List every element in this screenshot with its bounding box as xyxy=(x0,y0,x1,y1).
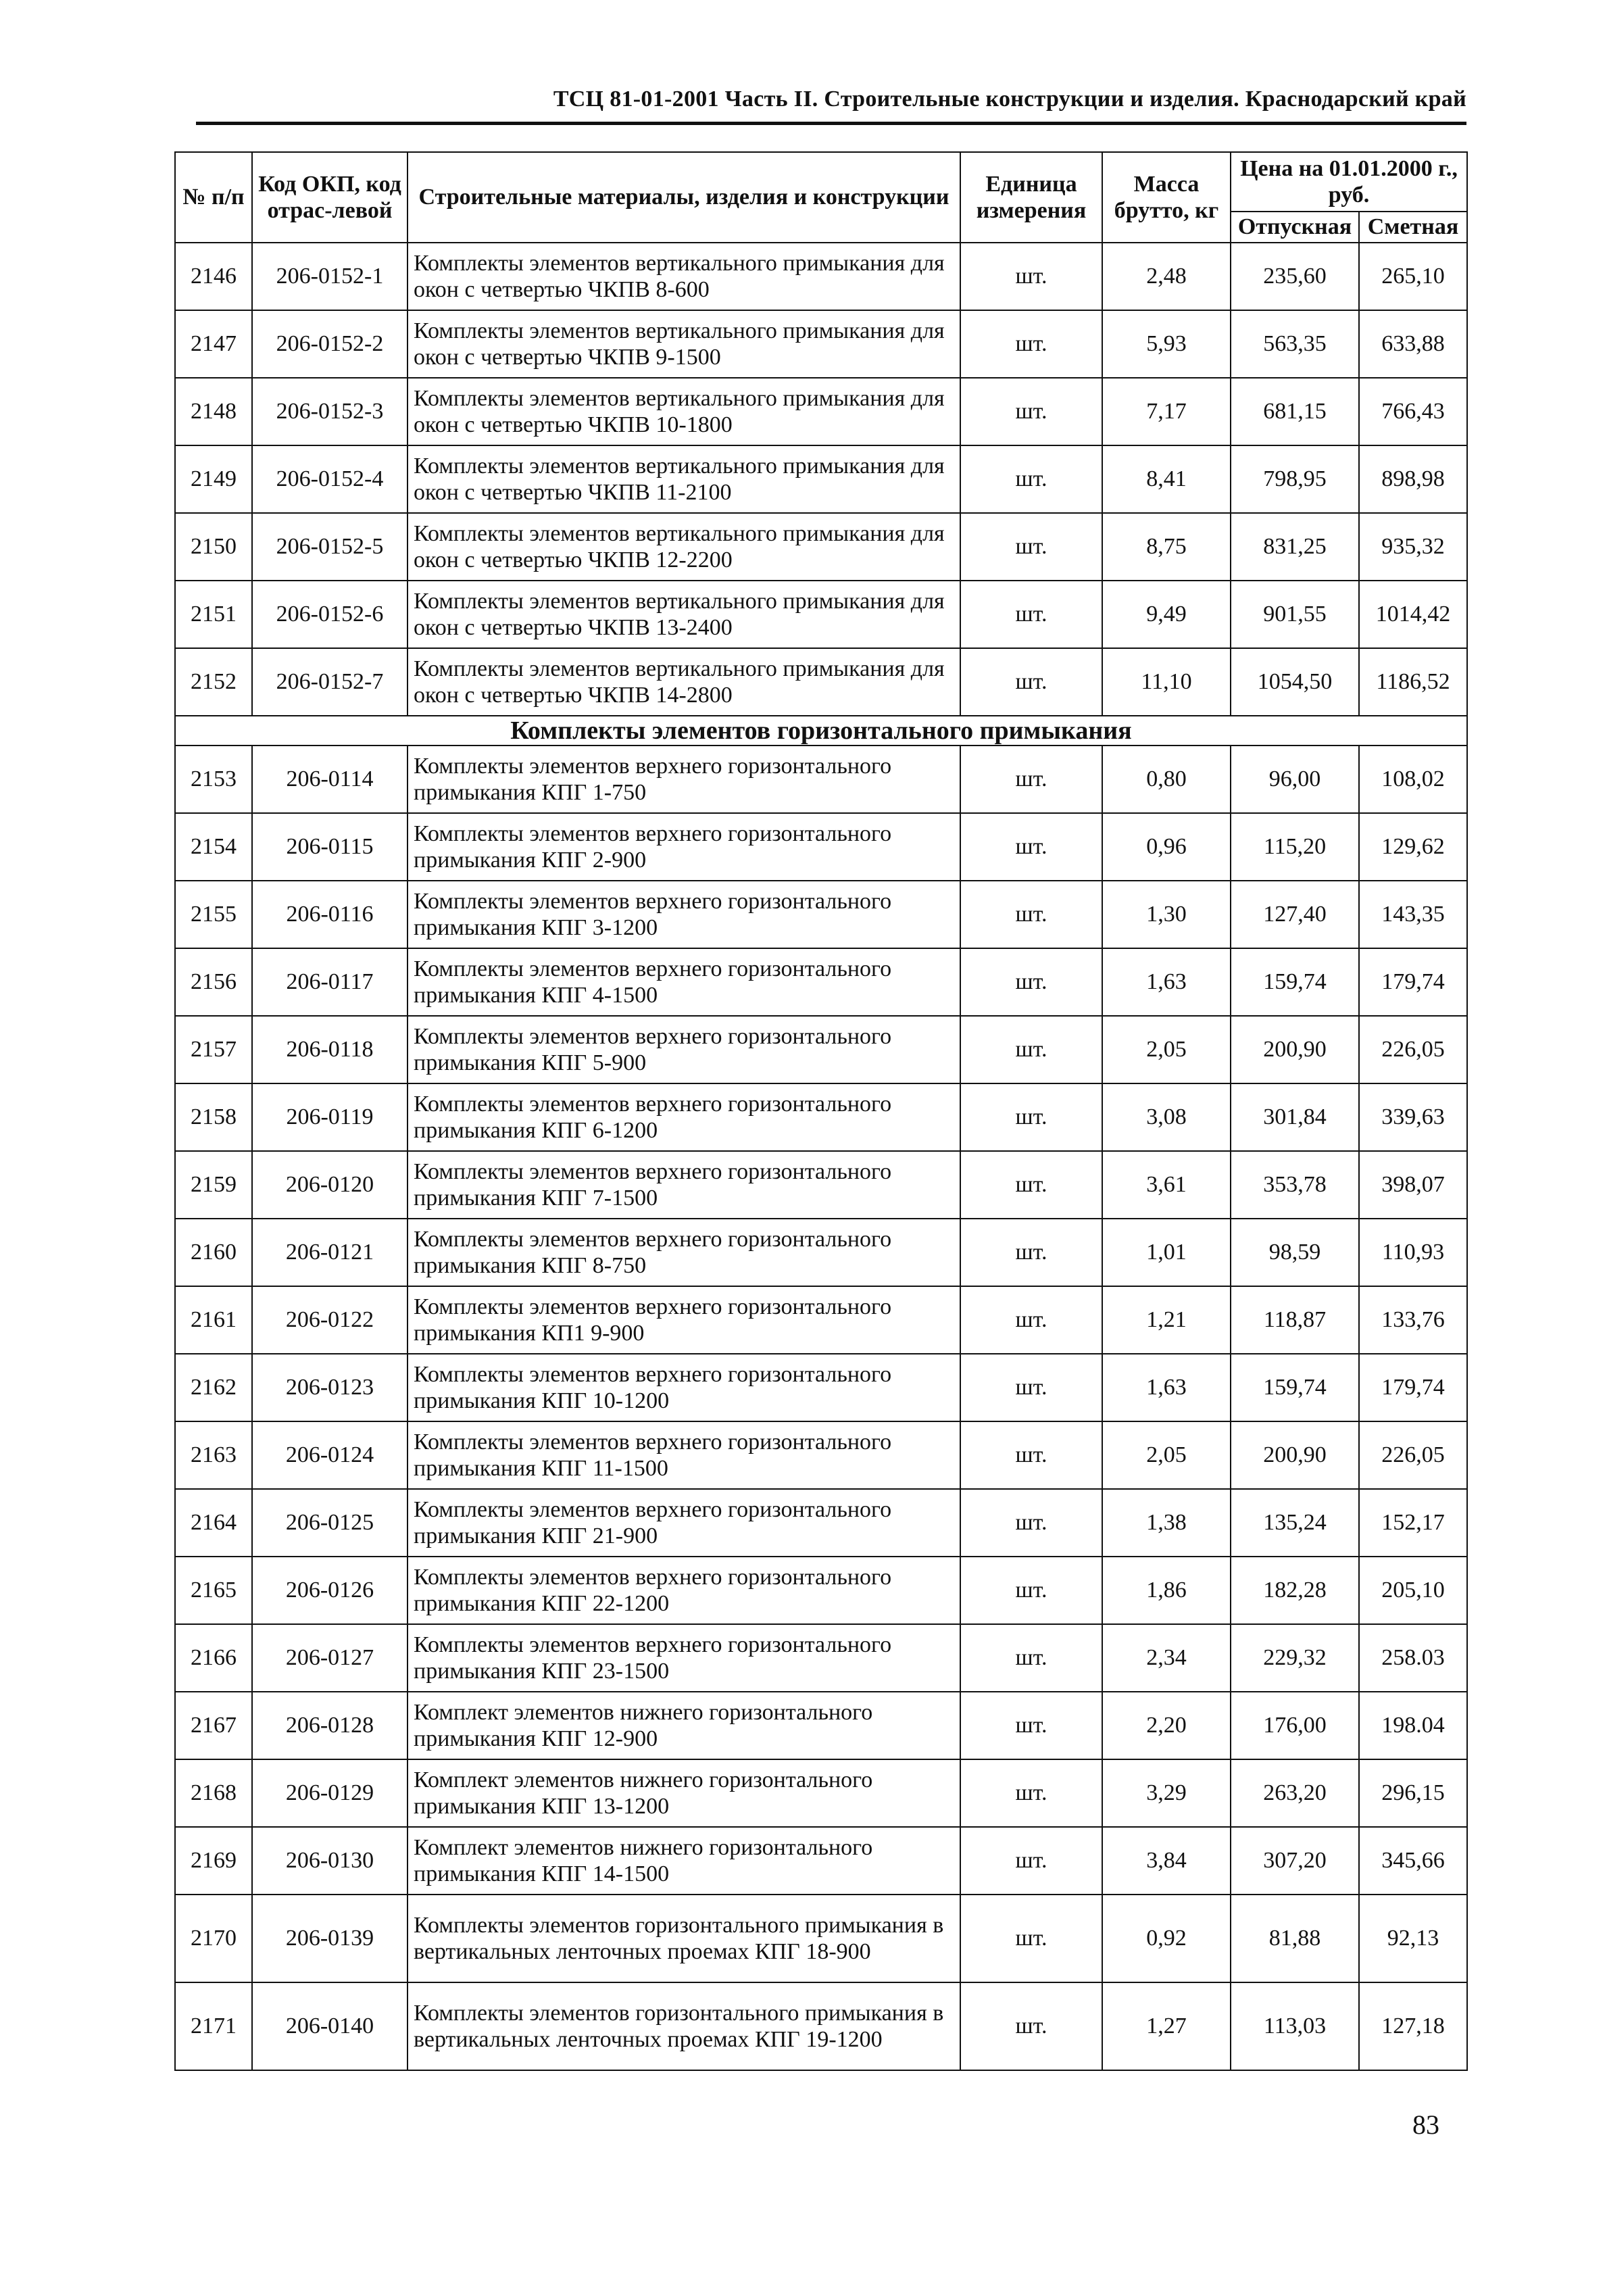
cell-code: 206-0121 xyxy=(252,1219,408,1286)
cell-mass: 8,75 xyxy=(1102,513,1231,581)
cell-mass: 1,63 xyxy=(1102,1354,1231,1421)
cell-num: 2151 xyxy=(175,581,252,648)
cell-name: Комплекты элементов верхнего горизонтального примыкания КП1 9-900 xyxy=(408,1286,960,1354)
cell-num: 2149 xyxy=(175,445,252,513)
cell-price-release: 307,20 xyxy=(1231,1827,1359,1895)
cell-code: 206-0152-7 xyxy=(252,648,408,716)
table-section xyxy=(175,716,1467,746)
cell-num: 2154 xyxy=(175,813,252,881)
cell-num: 2156 xyxy=(175,948,252,1016)
cell-mass: 11,10 xyxy=(1102,648,1231,716)
cell-name: Комплекты элементов горизонтального примыкания в вертикальных ленточных проемах КПГ 18-900 xyxy=(408,1895,960,1982)
cell-num: 2165 xyxy=(175,1557,252,1624)
cell-code: 206-0115 xyxy=(252,813,408,881)
cell-price-estimate: 198.04 xyxy=(1359,1692,1467,1759)
cell-unit: шт. xyxy=(960,1692,1102,1759)
cell-code: 206-0124 xyxy=(252,1421,408,1489)
cell-price-estimate: 1014,42 xyxy=(1359,581,1467,648)
cell-price-estimate: 179,74 xyxy=(1359,948,1467,1016)
cell-num: 2166 xyxy=(175,1624,252,1692)
cell-price-estimate: 339,63 xyxy=(1359,1083,1467,1151)
cell-mass: 3,61 xyxy=(1102,1151,1231,1219)
cell-mass: 1,38 xyxy=(1102,1489,1231,1557)
page-header-title: ТСЦ 81-01-2001 Часть II. Строительные конструкции и изделия. Краснодарский край xyxy=(553,87,1466,112)
cell-code: 206-0125 xyxy=(252,1489,408,1557)
column-header-mass: Масса брутто, кг xyxy=(1102,152,1231,243)
cell-code: 206-0123 xyxy=(252,1354,408,1421)
cell-mass: 3,84 xyxy=(1102,1827,1231,1895)
cell-price-release: 98,59 xyxy=(1231,1219,1359,1286)
cell-price-estimate: 226,05 xyxy=(1359,1016,1467,1083)
cell-price-release: 235,60 xyxy=(1231,243,1359,310)
table-row xyxy=(175,1151,1467,1219)
cell-num: 2163 xyxy=(175,1421,252,1489)
table-row xyxy=(175,310,1467,378)
cell-num: 2152 xyxy=(175,648,252,716)
table-row xyxy=(175,243,1467,310)
cell-num: 2157 xyxy=(175,1016,252,1083)
cell-mass: 0,96 xyxy=(1102,813,1231,881)
table-row xyxy=(175,1083,1467,1151)
cell-unit: шт. xyxy=(960,581,1102,648)
column-header-num: № п/п xyxy=(175,152,252,243)
cell-mass: 3,29 xyxy=(1102,1759,1231,1827)
cell-price-estimate: 133,76 xyxy=(1359,1286,1467,1354)
column-header-price: Цена на 01.01.2000 г., руб. xyxy=(1231,152,1467,212)
cell-code: 206-0152-6 xyxy=(252,581,408,648)
cell-mass: 2,34 xyxy=(1102,1624,1231,1692)
cell-price-release: 135,24 xyxy=(1231,1489,1359,1557)
cell-num: 2162 xyxy=(175,1354,252,1421)
cell-num: 2164 xyxy=(175,1489,252,1557)
column-header-name: Строительные материалы, изделия и конструкции xyxy=(408,152,960,243)
cell-code: 206-0152-4 xyxy=(252,445,408,513)
cell-code: 206-0127 xyxy=(252,1624,408,1692)
cell-price-release: 263,20 xyxy=(1231,1759,1359,1827)
cell-code: 206-0120 xyxy=(252,1151,408,1219)
cell-name: Комплекты элементов вертикального примыкания для окон с четвертью ЧКПВ 11-2100 xyxy=(408,445,960,513)
cell-price-release: 113,03 xyxy=(1231,1982,1359,2070)
cell-unit: шт. xyxy=(960,1895,1102,1982)
table-row xyxy=(175,1286,1467,1354)
cell-unit: шт. xyxy=(960,1151,1102,1219)
page-number: 83 xyxy=(1412,2109,1439,2140)
cell-unit: шт. xyxy=(960,1354,1102,1421)
cell-price-release: 831,25 xyxy=(1231,513,1359,581)
table-row xyxy=(175,1489,1467,1557)
cell-code: 206-0118 xyxy=(252,1016,408,1083)
cell-name: Комплекты элементов вертикального примыкания для окон с четвертью ЧКПВ 8-600 xyxy=(408,243,960,310)
cell-num: 2150 xyxy=(175,513,252,581)
cell-unit: шт. xyxy=(960,1982,1102,2070)
cell-name: Комплекты элементов верхнего горизонтального примыкания КПГ 21-900 xyxy=(408,1489,960,1557)
cell-unit: шт. xyxy=(960,746,1102,813)
cell-name: Комплекты элементов верхнего горизонтального примыкания КПГ 5-900 xyxy=(408,1016,960,1083)
cell-num: 2167 xyxy=(175,1692,252,1759)
cell-unit: шт. xyxy=(960,243,1102,310)
cell-unit: шт. xyxy=(960,1016,1102,1083)
cell-num: 2171 xyxy=(175,1982,252,2070)
table-row xyxy=(175,813,1467,881)
cell-num: 2161 xyxy=(175,1286,252,1354)
cell-price-estimate: 345,66 xyxy=(1359,1827,1467,1895)
cell-price-release: 182,28 xyxy=(1231,1557,1359,1624)
cell-price-release: 901,55 xyxy=(1231,581,1359,648)
cell-name: Комплекты элементов вертикального примыкания для окон с четвертью ЧКПВ 14-2800 xyxy=(408,648,960,716)
cell-unit: шт. xyxy=(960,445,1102,513)
cell-name: Комплекты элементов верхнего горизонтального примыкания КПГ 23-1500 xyxy=(408,1624,960,1692)
table-row xyxy=(175,445,1467,513)
cell-mass: 2,05 xyxy=(1102,1421,1231,1489)
table-row xyxy=(175,1354,1467,1421)
cell-mass: 0,80 xyxy=(1102,746,1231,813)
cell-name: Комплекты элементов верхнего горизонтального примыкания КПГ 7-1500 xyxy=(408,1151,960,1219)
cell-price-release: 301,84 xyxy=(1231,1083,1359,1151)
cell-price-release: 159,74 xyxy=(1231,948,1359,1016)
price-table xyxy=(174,151,1468,2071)
cell-code: 206-0130 xyxy=(252,1827,408,1895)
cell-name: Комплекты элементов вертикального примыкания для окон с четвертью ЧКПВ 9-1500 xyxy=(408,310,960,378)
table-row xyxy=(175,1219,1467,1286)
cell-mass: 1,27 xyxy=(1102,1982,1231,2070)
cell-code: 206-0152-3 xyxy=(252,378,408,445)
cell-name: Комплекты элементов верхнего горизонтального примыкания КПГ 6-1200 xyxy=(408,1083,960,1151)
cell-price-release: 229,32 xyxy=(1231,1624,1359,1692)
table-row xyxy=(175,513,1467,581)
table-row xyxy=(175,746,1467,813)
cell-price-release: 798,95 xyxy=(1231,445,1359,513)
cell-num: 2153 xyxy=(175,746,252,813)
cell-unit: шт. xyxy=(960,1489,1102,1557)
cell-name: Комплект элементов нижнего горизонтального примыкания КПГ 13-1200 xyxy=(408,1759,960,1827)
cell-mass: 1,30 xyxy=(1102,881,1231,948)
table-row xyxy=(175,1692,1467,1759)
cell-unit: шт. xyxy=(960,881,1102,948)
cell-unit: шт. xyxy=(960,513,1102,581)
cell-name: Комплект элементов нижнего горизонтального примыкания КПГ 14-1500 xyxy=(408,1827,960,1895)
cell-num: 2148 xyxy=(175,378,252,445)
cell-num: 2170 xyxy=(175,1895,252,1982)
column-header-price-estimate: Сметная xyxy=(1359,212,1467,243)
cell-price-estimate: 129,62 xyxy=(1359,813,1467,881)
cell-price-estimate: 143,35 xyxy=(1359,881,1467,948)
cell-price-release: 681,15 xyxy=(1231,378,1359,445)
cell-price-estimate: 205,10 xyxy=(1359,1557,1467,1624)
table-row xyxy=(175,1759,1467,1827)
cell-price-estimate: 1186,52 xyxy=(1359,648,1467,716)
cell-unit: шт. xyxy=(960,1219,1102,1286)
cell-price-release: 1054,50 xyxy=(1231,648,1359,716)
table-row xyxy=(175,1895,1467,1982)
cell-mass: 2,48 xyxy=(1102,243,1231,310)
column-header-price-release: Отпускная xyxy=(1231,212,1359,243)
table-row xyxy=(175,1421,1467,1489)
cell-mass: 5,93 xyxy=(1102,310,1231,378)
cell-price-estimate: 296,15 xyxy=(1359,1759,1467,1827)
cell-price-release: 118,87 xyxy=(1231,1286,1359,1354)
cell-mass: 2,20 xyxy=(1102,1692,1231,1759)
cell-price-estimate: 127,18 xyxy=(1359,1982,1467,2070)
cell-unit: шт. xyxy=(960,1759,1102,1827)
cell-name: Комплекты элементов верхнего горизонтального примыкания КПГ 1-750 xyxy=(408,746,960,813)
cell-mass: 3,08 xyxy=(1102,1083,1231,1151)
cell-price-estimate: 110,93 xyxy=(1359,1219,1467,1286)
cell-code: 206-0152-5 xyxy=(252,513,408,581)
table-row xyxy=(175,1982,1467,2070)
cell-mass: 1,01 xyxy=(1102,1219,1231,1286)
cell-price-release: 563,35 xyxy=(1231,310,1359,378)
cell-name: Комплекты элементов горизонтального примыкания в вертикальных ленточных проемах КПГ 19-1200 xyxy=(408,1982,960,2070)
cell-name: Комплекты элементов вертикального примыкания для окон с четвертью ЧКПВ 13-2400 xyxy=(408,581,960,648)
cell-unit: шт. xyxy=(960,1421,1102,1489)
cell-unit: шт. xyxy=(960,1557,1102,1624)
cell-code: 206-0140 xyxy=(252,1982,408,2070)
cell-price-estimate: 226,05 xyxy=(1359,1421,1467,1489)
cell-price-release: 353,78 xyxy=(1231,1151,1359,1219)
table-row xyxy=(175,1016,1467,1083)
cell-mass: 8,41 xyxy=(1102,445,1231,513)
table-body-horizontal xyxy=(175,746,1467,2070)
cell-unit: шт. xyxy=(960,310,1102,378)
cell-code: 206-0126 xyxy=(252,1557,408,1624)
cell-mass: 1,63 xyxy=(1102,948,1231,1016)
cell-price-release: 176,00 xyxy=(1231,1692,1359,1759)
cell-price-estimate: 935,32 xyxy=(1359,513,1467,581)
cell-num: 2159 xyxy=(175,1151,252,1219)
cell-name: Комплекты элементов верхнего горизонтального примыкания КПГ 10-1200 xyxy=(408,1354,960,1421)
cell-num: 2169 xyxy=(175,1827,252,1895)
cell-price-release: 159,74 xyxy=(1231,1354,1359,1421)
cell-code: 206-0116 xyxy=(252,881,408,948)
cell-unit: шт. xyxy=(960,1827,1102,1895)
table-row xyxy=(175,378,1467,445)
cell-price-estimate: 398,07 xyxy=(1359,1151,1467,1219)
cell-name: Комплекты элементов вертикального примыкания для окон с четвертью ЧКПВ 12-2200 xyxy=(408,513,960,581)
cell-num: 2146 xyxy=(175,243,252,310)
cell-price-release: 115,20 xyxy=(1231,813,1359,881)
table-row xyxy=(175,1557,1467,1624)
cell-mass: 1,86 xyxy=(1102,1557,1231,1624)
cell-name: Комплекты элементов верхнего горизонтального примыкания КПГ 2-900 xyxy=(408,813,960,881)
table-row xyxy=(175,948,1467,1016)
cell-num: 2158 xyxy=(175,1083,252,1151)
table-row xyxy=(175,881,1467,948)
cell-price-estimate: 108,02 xyxy=(1359,746,1467,813)
cell-code: 206-0119 xyxy=(252,1083,408,1151)
cell-mass: 0,92 xyxy=(1102,1895,1231,1982)
cell-num: 2155 xyxy=(175,881,252,948)
cell-price-release: 96,00 xyxy=(1231,746,1359,813)
cell-code: 206-0152-2 xyxy=(252,310,408,378)
cell-unit: шт. xyxy=(960,948,1102,1016)
cell-code: 206-0128 xyxy=(252,1692,408,1759)
cell-price-release: 200,90 xyxy=(1231,1016,1359,1083)
table-row xyxy=(175,1827,1467,1895)
cell-price-estimate: 92,13 xyxy=(1359,1895,1467,1982)
cell-price-estimate: 152,17 xyxy=(1359,1489,1467,1557)
cell-name: Комплект элементов нижнего горизонтального примыкания КПГ 12-900 xyxy=(408,1692,960,1759)
cell-mass: 9,49 xyxy=(1102,581,1231,648)
cell-code: 206-0117 xyxy=(252,948,408,1016)
column-header-unit: Единица измерения xyxy=(960,152,1102,243)
cell-mass: 2,05 xyxy=(1102,1016,1231,1083)
cell-unit: шт. xyxy=(960,648,1102,716)
cell-num: 2168 xyxy=(175,1759,252,1827)
table-row xyxy=(175,581,1467,648)
cell-price-release: 127,40 xyxy=(1231,881,1359,948)
cell-name: Комплекты элементов верхнего горизонтального примыкания КПГ 4-1500 xyxy=(408,948,960,1016)
cell-num: 2160 xyxy=(175,1219,252,1286)
cell-code: 206-0122 xyxy=(252,1286,408,1354)
cell-name: Комплекты элементов верхнего горизонтального примыкания КПГ 8-750 xyxy=(408,1219,960,1286)
cell-price-estimate: 179,74 xyxy=(1359,1354,1467,1421)
cell-code: 206-0152-1 xyxy=(252,243,408,310)
cell-name: Комплекты элементов верхнего горизонтального примыкания КПГ 3-1200 xyxy=(408,881,960,948)
cell-mass: 7,17 xyxy=(1102,378,1231,445)
cell-unit: шт. xyxy=(960,1286,1102,1354)
cell-code: 206-0114 xyxy=(252,746,408,813)
cell-price-release: 81,88 xyxy=(1231,1895,1359,1982)
cell-unit: шт. xyxy=(960,378,1102,445)
cell-price-estimate: 258.03 xyxy=(1359,1624,1467,1692)
table-header xyxy=(175,152,1467,243)
column-header-code: Код ОКП, код отрас-левой xyxy=(252,152,408,243)
cell-unit: шт. xyxy=(960,1624,1102,1692)
table-row xyxy=(175,1624,1467,1692)
header-rule xyxy=(196,122,1466,125)
cell-price-release: 200,90 xyxy=(1231,1421,1359,1489)
cell-name: Комплекты элементов верхнего горизонтального примыкания КПГ 22-1200 xyxy=(408,1557,960,1624)
table-row xyxy=(175,648,1467,716)
cell-name: Комплекты элементов верхнего горизонтального примыкания КПГ 11-1500 xyxy=(408,1421,960,1489)
cell-price-estimate: 265,10 xyxy=(1359,243,1467,310)
table-body-vertical xyxy=(175,243,1467,716)
cell-price-estimate: 766,43 xyxy=(1359,378,1467,445)
cell-num: 2147 xyxy=(175,310,252,378)
cell-unit: шт. xyxy=(960,813,1102,881)
cell-code: 206-0139 xyxy=(252,1895,408,1982)
cell-price-estimate: 898,98 xyxy=(1359,445,1467,513)
cell-mass: 1,21 xyxy=(1102,1286,1231,1354)
cell-unit: шт. xyxy=(960,1083,1102,1151)
section-heading: Комплекты элементов горизонтального примыкания xyxy=(175,716,1467,746)
cell-name: Комплекты элементов вертикального примыкания для окон с четвертью ЧКПВ 10-1800 xyxy=(408,378,960,445)
cell-code: 206-0129 xyxy=(252,1759,408,1827)
cell-price-estimate: 633,88 xyxy=(1359,310,1467,378)
